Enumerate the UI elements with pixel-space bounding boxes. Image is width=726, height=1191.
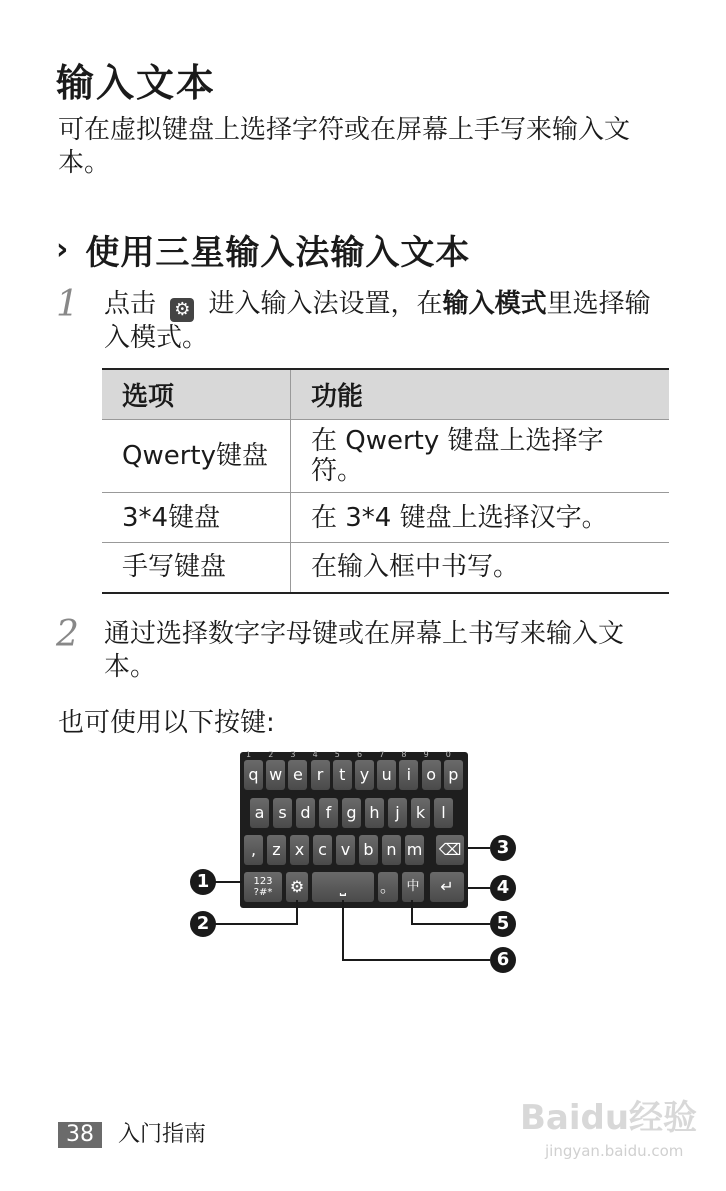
backspace-icon: ⌫ (436, 835, 464, 865)
table-row (102, 420, 669, 493)
page-number: 38 (58, 1122, 102, 1148)
key-number-hint: 7 (379, 750, 385, 759)
key-j: j (388, 798, 407, 828)
key-k: k (411, 798, 430, 828)
footer-label: 入门指南 (118, 1122, 207, 1147)
key-h: h (365, 798, 384, 828)
period-key: 。 (378, 872, 398, 902)
key-number-hint: 5 (334, 750, 340, 759)
key-i: 8 i (399, 760, 418, 790)
key-number-hint: 8 (401, 750, 407, 759)
table-row (102, 493, 669, 543)
key-comma: , (244, 835, 263, 865)
table-header-option: 选项 (102, 369, 291, 420)
key-g: g (342, 798, 361, 828)
key-v: v (336, 835, 355, 865)
enter-key: ↵ (430, 872, 464, 902)
step-1-number: 1 (56, 284, 79, 325)
callout-4: 4 (490, 875, 516, 901)
key-z: z (267, 835, 286, 865)
key-d: d (296, 798, 315, 828)
space-key: ⎵ (312, 872, 374, 902)
options-table (102, 368, 669, 594)
watermark-url: jingyan.baidu.com (545, 1142, 684, 1160)
key-f: f (319, 798, 338, 828)
key-w: 2 w (266, 760, 285, 790)
key-number-hint: 6 (357, 750, 363, 759)
key-l: l (434, 798, 453, 828)
table-cell: 在 3*4 键盘上选择汉字。 (291, 493, 670, 543)
table-row (102, 543, 669, 593)
table-cell: 手写键盘 (102, 543, 291, 593)
key-r: 4 r (311, 760, 330, 790)
table-header-function: 功能 (291, 369, 670, 420)
table-cell: 3*4键盘 (102, 493, 291, 543)
step-1-pre: 点击 (104, 289, 157, 319)
step-1-bold: 输入模式 (442, 289, 547, 319)
step-2-text: 通过选择数字字母键或在屏幕上书写来输入文本。 (104, 619, 625, 682)
key-o: 9 o (422, 760, 441, 790)
key-x: x (290, 835, 309, 865)
step-2-number: 2 (56, 614, 79, 655)
callout-3: 3 (490, 835, 516, 861)
callout-1: 1 (190, 869, 216, 895)
key-number-hint: 2 (268, 750, 274, 759)
also-text: 也可使用以下按键: (58, 708, 275, 738)
gear-icon: ⚙ (286, 872, 308, 902)
key-y: 6 y (355, 760, 374, 790)
callout-lines (180, 830, 530, 980)
key-s: s (273, 798, 292, 828)
section-title: 使用三星输入法输入文本 (85, 233, 471, 273)
key-number-hint: 3 (290, 750, 296, 759)
key-m: m (405, 835, 424, 865)
key-e: 3 e (288, 760, 307, 790)
key-a: a (250, 798, 269, 828)
callout-2: 2 (190, 911, 216, 937)
section-heading (56, 225, 470, 274)
table-cell: 在输入框中书写。 (291, 543, 670, 593)
page-title: 输入文本 (56, 61, 217, 105)
key-n: n (382, 835, 401, 865)
settings-gear-icon: ⚙ (170, 298, 194, 322)
callout-5: 5 (490, 911, 516, 937)
key-number-hint: 9 (423, 750, 429, 759)
chevron-icon: › (56, 232, 70, 267)
key-number-hint: 1 (246, 750, 252, 759)
step-1-post: 里选择输入模式。 (104, 289, 651, 353)
chinese-key: 中 (402, 872, 424, 902)
key-b: b (359, 835, 378, 865)
key-number-hint: 4 (312, 750, 318, 759)
key-c: c (313, 835, 332, 865)
table-cell: Qwerty键盘 (102, 420, 291, 493)
step-1-text (104, 288, 664, 355)
key-u: 7 u (377, 760, 396, 790)
symbol-key: 123 ?#* (244, 872, 282, 902)
key-q: 1 q (244, 760, 263, 790)
baidu-watermark-logo: Baidu经验 (520, 1098, 698, 1138)
key-p: 0 p (444, 760, 463, 790)
key-number-hint: 0 (445, 750, 451, 759)
intro-text: 可在虚拟键盘上选择字符或在屏幕上手写来输入文本。 (58, 115, 631, 178)
table-cell: 在 Qwerty 键盘上选择字符。 (291, 420, 670, 493)
callout-6: 6 (490, 947, 516, 973)
key-t: 5 t (333, 760, 352, 790)
step-1-mid: 进入输入法设置，在 (208, 289, 443, 319)
